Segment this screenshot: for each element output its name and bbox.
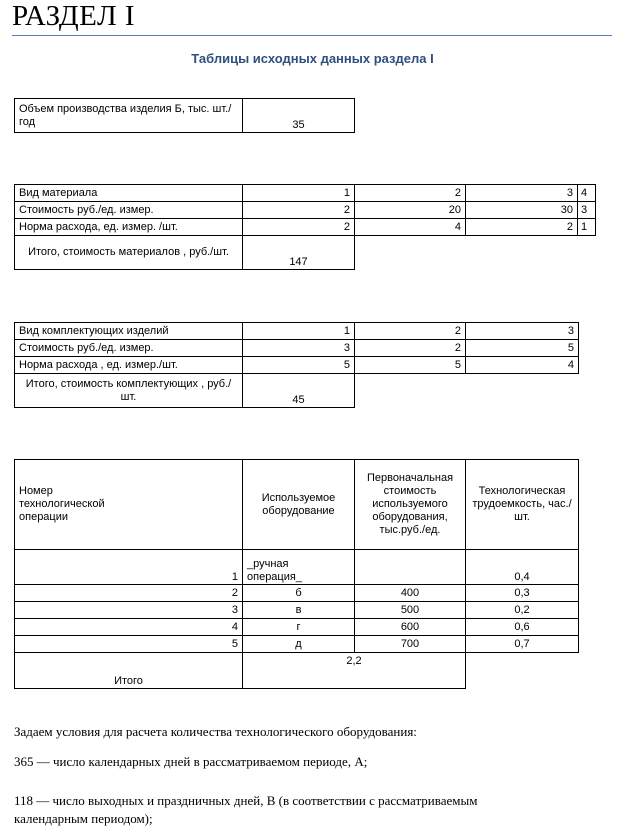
- volume-table: [14, 98, 355, 133]
- cell: _ручная операция_: [243, 550, 355, 585]
- section-title: РАЗДЕЛ I: [12, 0, 136, 32]
- cell: 4: [15, 619, 243, 636]
- table-row: [15, 323, 579, 340]
- total-label: Итого, стоимость комплектующих , руб./шт.: [15, 374, 243, 408]
- paragraph: 365 — число календарных дней в рассматриваемом периоде, А;: [14, 754, 368, 769]
- cell: 2: [355, 185, 466, 202]
- cell: 3: [243, 340, 355, 357]
- row-label: Вид комплектующих изделий: [15, 323, 243, 340]
- cell: 400: [355, 585, 466, 602]
- cell: 4: [578, 185, 596, 202]
- volume-value: 35: [243, 99, 355, 133]
- cell: 5: [243, 357, 355, 374]
- row-label: Стоимость руб./ед. измер.: [15, 340, 243, 357]
- total-label: Итого: [15, 653, 243, 689]
- table-row: [15, 550, 579, 585]
- cell: 0,3: [466, 585, 579, 602]
- row-label: Норма расхода, ед. измер. /шт.: [15, 219, 243, 236]
- paragraph: Задаем условия для расчета количества технологического оборудования:: [14, 724, 417, 739]
- cell: 1: [243, 323, 355, 340]
- cell: д: [243, 636, 355, 653]
- cell: 3: [578, 202, 596, 219]
- cell: 0,2: [466, 602, 579, 619]
- volume-label: Объем производства изделия Б, тыс. шт./год: [15, 99, 243, 133]
- table-row: [15, 202, 596, 219]
- table-row: [15, 602, 579, 619]
- cell: 2: [466, 219, 578, 236]
- title-divider: [12, 35, 612, 36]
- cell: 1: [15, 550, 243, 585]
- cell: 3: [466, 185, 578, 202]
- cell: 0,7: [466, 636, 579, 653]
- operations-table: [14, 459, 579, 689]
- cell: 3: [466, 323, 579, 340]
- cell: 500: [355, 602, 466, 619]
- total-value: 2,2: [243, 653, 466, 689]
- cell: 2: [243, 202, 355, 219]
- cell: 4: [355, 219, 466, 236]
- cell: 2: [243, 219, 355, 236]
- cell: г: [243, 619, 355, 636]
- total-value: 147: [243, 236, 355, 270]
- cell: 2: [355, 323, 466, 340]
- row-label: Стоимость руб./ед. измер.: [15, 202, 243, 219]
- table-row: [15, 185, 596, 202]
- total-label: Итого, стоимость материалов , руб./шт.: [15, 236, 243, 270]
- header-operation-number: Номер технологической операции: [15, 460, 243, 550]
- table-row: [15, 340, 579, 357]
- header-equipment: Используемое оборудование: [243, 460, 355, 550]
- cell: 5: [355, 357, 466, 374]
- cell: 1: [578, 219, 596, 236]
- row-label: Норма расхода , ед. измер./шт.: [15, 357, 243, 374]
- cell: 2: [15, 585, 243, 602]
- cell: 0,6: [466, 619, 579, 636]
- row-label: Вид материала: [15, 185, 243, 202]
- cell: 30: [466, 202, 578, 219]
- table-row: [15, 219, 596, 236]
- table-row: [15, 585, 579, 602]
- cell: 5: [466, 340, 579, 357]
- cell: в: [243, 602, 355, 619]
- cell: 4: [466, 357, 579, 374]
- cell: 2: [355, 340, 466, 357]
- cell: 5: [15, 636, 243, 653]
- total-value: 45: [243, 374, 355, 408]
- table-row: [15, 619, 579, 636]
- cell: б: [243, 585, 355, 602]
- materials-table: [14, 184, 596, 270]
- subtitle: Таблицы исходных данных раздела I: [191, 51, 434, 66]
- paragraph: календарным периодом);: [14, 811, 153, 826]
- table-row: [15, 636, 579, 653]
- cell: 700: [355, 636, 466, 653]
- cell: 3: [15, 602, 243, 619]
- cell: 600: [355, 619, 466, 636]
- paragraph: 118 — число выходных и праздничных дней, В (в соответствии с рассматриваемым: [14, 793, 478, 808]
- cell: 0,4: [466, 550, 579, 585]
- components-table: [14, 322, 579, 408]
- cell: [355, 550, 466, 585]
- cell: 1: [243, 185, 355, 202]
- header-labor-intensity: Технологическая трудоемкость, час./шт.: [466, 460, 579, 550]
- table-row: [15, 357, 579, 374]
- cell: 20: [355, 202, 466, 219]
- header-row: [15, 460, 579, 550]
- header-initial-cost: Первоначальная стоимость используемого оборудования, тыс.руб./ед.: [355, 460, 466, 550]
